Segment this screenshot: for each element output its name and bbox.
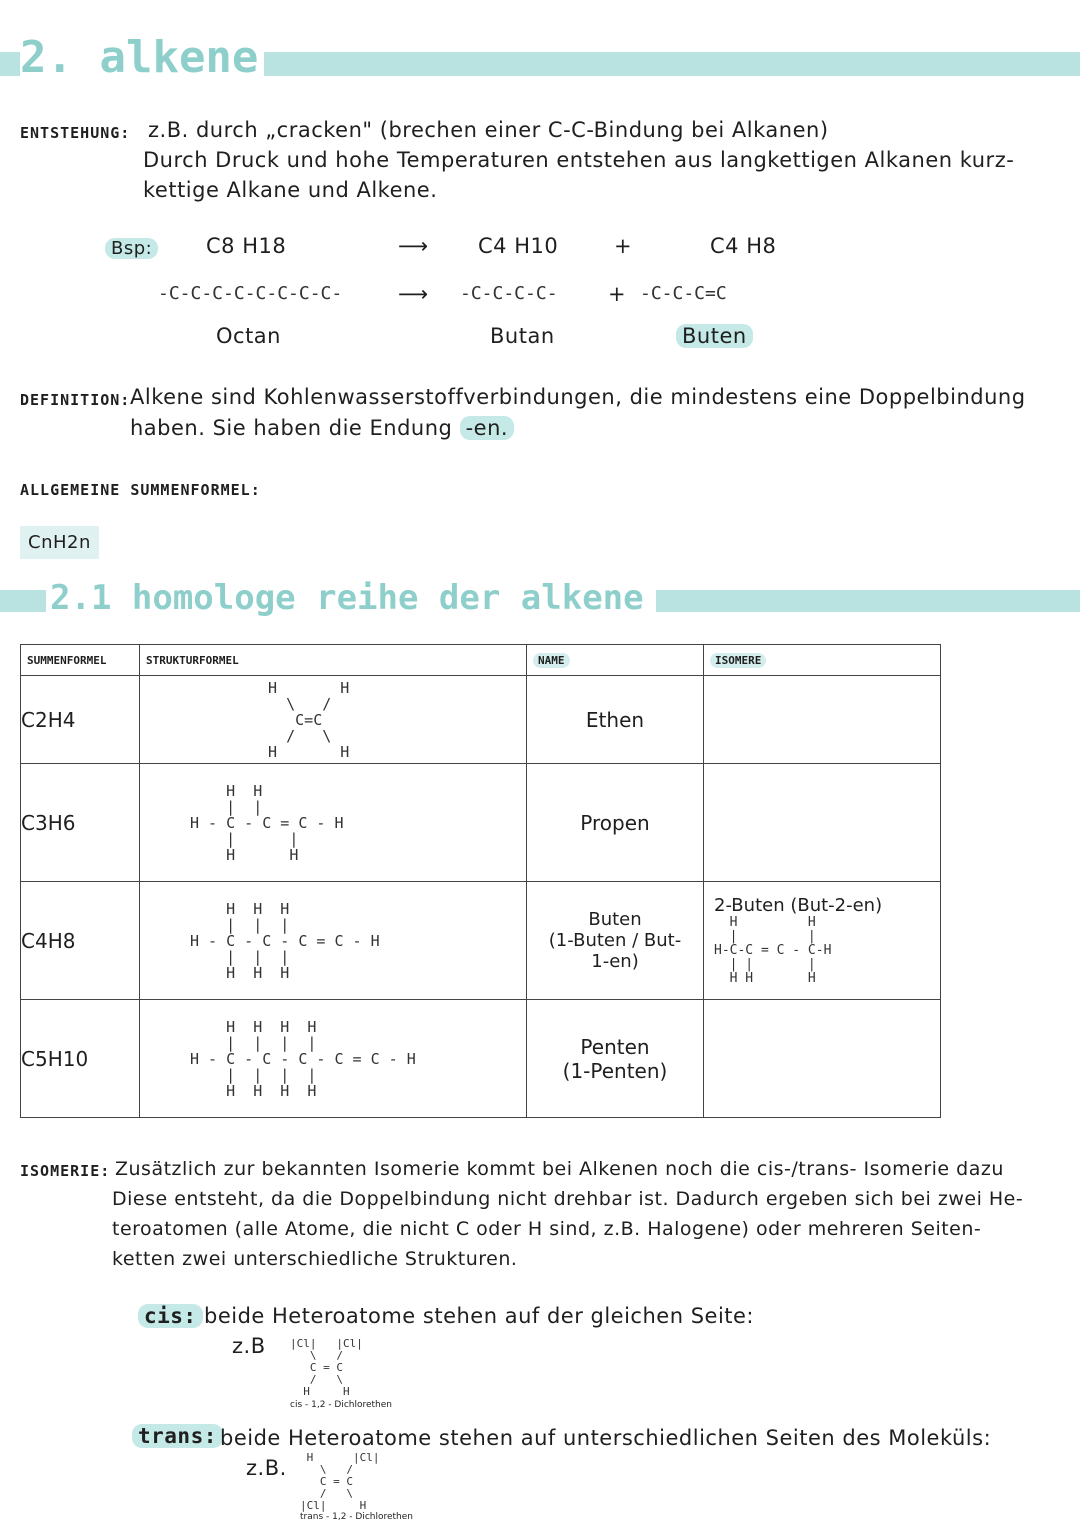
row-isomere [704, 676, 941, 764]
summenformel-value: CnH2n [20, 526, 99, 559]
entstehung-label: ENTSTEHUNG: [20, 124, 131, 142]
cis-caption: cis - 1,2 - Dichlorethen [290, 1400, 392, 1410]
trans-caption: trans - 1,2 - Dichlorethen [300, 1512, 413, 1522]
summenformel-label: ALLGEMEINE SUMMENFORMEL: [20, 481, 261, 499]
row-struct: H H H | | | H - C - C - C = C - H | | | H H H [190, 899, 380, 982]
table-row [21, 1000, 941, 1118]
table-row [21, 676, 941, 764]
row-isomere [704, 882, 941, 1000]
cis-zb: z.B [232, 1334, 266, 1358]
butan-chain: -C-C-C-C- [460, 283, 558, 304]
trans-text: beide Heteroatome stehen auf unterschiedlichen Seiten des Moleküls: [220, 1426, 992, 1450]
isomer-struct: H H | | H-C-C = C - C-H | | | H H H [714, 915, 832, 986]
definition-ending: -en. [460, 416, 514, 440]
col-name: NAME [527, 645, 704, 676]
definition-line2 [130, 416, 514, 440]
arrow-2: ⟶ [398, 282, 429, 306]
row-name: Ethen [527, 676, 704, 764]
trans-zb: z.B. [246, 1456, 287, 1480]
table-header-row [21, 645, 941, 676]
isomer-name: 2-Buten (But-2-en) [714, 895, 883, 916]
arrow-1: ⟶ [398, 234, 429, 258]
row-name: Propen [527, 764, 704, 882]
row-sum: C2H4 [21, 676, 140, 764]
col-strukturformel: STRUKTURFORMEL [140, 645, 527, 676]
buten-chain: -C-C-C=C [640, 283, 727, 304]
buten-name: Buten [676, 324, 753, 348]
row-name: Penten (1-Penten) [527, 1000, 704, 1118]
isomerie-line1: Zusätzlich zur bekannten Isomerie kommt bei Alkenen noch die cis-/trans- Isomerie dazu [115, 1158, 1004, 1180]
definition-line2-text: haben. Sie haben die Endung [130, 416, 453, 440]
row-sum: C4H8 [21, 882, 140, 1000]
isomerie-line4: ketten zwei unterschiedliche Strukturen. [112, 1248, 518, 1270]
row-isomere [704, 1000, 941, 1118]
row-struct: H H | | H - C - C = C - H | | H H [190, 781, 344, 864]
plus-1: + [614, 234, 633, 258]
octan-chain: -C-C-C-C-C-C-C-C- [158, 283, 343, 304]
trans-label: trans: [132, 1424, 223, 1448]
row-name: Buten (1-Buten / But- 1-en) [527, 882, 704, 1000]
cis-label: cis: [138, 1304, 203, 1328]
page-title: 2. alkene [20, 32, 264, 83]
isomerie-line2: Diese entsteht, da die Doppelbindung nicht drehbar ist. Dadurch ergeben sich bei zwei He- [112, 1188, 1024, 1210]
isomerie-line3: teroatomen (alle Atome, die nicht C oder H sind, z.B. Halogene) oder mehreren Seiten- [112, 1218, 982, 1240]
row-sum: C5H10 [21, 1000, 140, 1118]
isomerie-label: ISOMERIE: [20, 1162, 111, 1180]
octan-name: Octan [216, 324, 281, 348]
octan-formula: C8 H18 [206, 234, 287, 258]
row-isomere [704, 764, 941, 882]
row-sum: C3H6 [21, 764, 140, 882]
entstehung-line2: Durch Druck und hohe Temperaturen entstehen aus langkettigen Alkanen kurz- [143, 148, 1015, 172]
entstehung-line1: z.B. durch „cracken" (brechen einer C-C-Bindung bei Alkanen) [148, 118, 829, 142]
butan-formula: C4 H10 [478, 234, 559, 258]
section-title: 2.1 homologe reihe der alkene [46, 578, 656, 618]
table-row [21, 764, 941, 882]
row-struct: H H H H | | | | H - C - C - C - C = C - H | | | | H H H H [190, 1017, 416, 1100]
trans-formula: H |Cl| \ / C = C / \ |Cl| H [300, 1451, 380, 1512]
example-label: Bsp: [105, 238, 158, 259]
buten-formula: C4 H8 [710, 234, 777, 258]
cis-text: beide Heteroatome stehen auf der gleichen Seite: [204, 1304, 755, 1328]
col-isomere: ISOMERE [704, 645, 941, 676]
cis-formula: |Cl| |Cl| \ / C = C / \ H H [290, 1337, 363, 1398]
homologe-reihe-table [20, 644, 941, 1118]
table-row [21, 882, 941, 1000]
plus-2: + [608, 282, 627, 306]
entstehung-line3: kettige Alkane und Alkene. [143, 178, 438, 202]
butan-name: Butan [490, 324, 555, 348]
definition-line1: Alkene sind Kohlenwasserstoffverbindungen, die mindestens eine Doppelbindung [130, 385, 1026, 409]
definition-label: DEFINITION: [20, 391, 131, 409]
row-struct: H H \ / C=C / \ H H [268, 678, 350, 761]
col-summenformel: SUMMENFORMEL [21, 645, 140, 676]
